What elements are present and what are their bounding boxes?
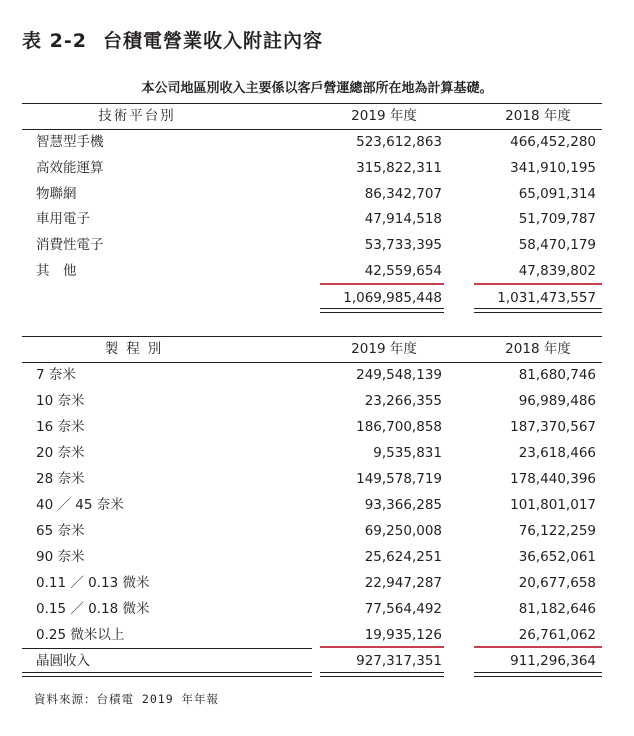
total-value-2019: 1,069,985,448: [343, 290, 442, 306]
row-value-2019: 53,733,395: [364, 237, 442, 253]
row-value-2019: 22,947,287: [364, 575, 442, 591]
table-row: [22, 414, 602, 440]
table-row: [22, 362, 602, 388]
row-value-2018: 178,440,396: [510, 471, 596, 487]
row-value-2018: 65,091,314: [518, 186, 596, 202]
total-label: 晶圓收入: [36, 653, 90, 669]
row-value-2019: 86,342,707: [364, 186, 442, 202]
page-title: [22, 26, 323, 53]
table-row: [22, 622, 602, 648]
row-value-2019: 77,564,492: [364, 601, 442, 617]
source-note: 資料來源：台積電 2019 年年報: [34, 692, 220, 706]
row-label: 高效能運算: [36, 160, 104, 176]
table-row: [22, 181, 602, 207]
table2-header-2018: 2018 年度: [505, 341, 571, 357]
table-subtitle: 本公司地區別收入主要係以客戶營運總部所在地為計算基礎。: [141, 81, 493, 96]
row-value-2018: 466,452,280: [510, 134, 596, 150]
row-value-2018: 23,618,466: [518, 445, 596, 461]
row-label: 0.11 ／ 0.13 微米: [36, 575, 150, 591]
row-label: 7 奈米: [36, 367, 76, 383]
row-label: 車用電子: [36, 211, 90, 227]
row-value-2018: 341,910,195: [510, 160, 596, 176]
row-label: 10 奈米: [36, 393, 85, 409]
table2-header-2019: 2019 年度: [351, 341, 417, 357]
table1-total-double-rule-2019: [320, 308, 444, 313]
table1-header-row: [22, 103, 602, 129]
table-title-text: 台積電營業收入附註內容: [102, 30, 323, 52]
row-value-2019: 19,935,126: [364, 627, 442, 643]
table-row: [22, 544, 602, 570]
table2-header-row: [22, 336, 602, 362]
row-value-2018: 187,370,567: [510, 419, 596, 435]
table-row: [22, 492, 602, 518]
row-value-2019: 523,612,863: [356, 134, 442, 150]
row-value-2019: 23,266,355: [364, 393, 442, 409]
table1-header-2018: 2018 年度: [505, 108, 571, 124]
row-label: 消費性電子: [36, 237, 104, 253]
row-value-2018: 101,801,017: [510, 497, 596, 513]
row-value-2018: 81,182,646: [518, 601, 596, 617]
row-value-2019: 149,578,719: [356, 471, 442, 487]
table2-header-label: 製程別: [104, 341, 170, 357]
total-value-2018: 911,296,364: [510, 653, 596, 669]
table-row: [22, 258, 602, 284]
table2-total-double-rule-2018: [474, 672, 602, 677]
row-label: 0.15 ／ 0.18 微米: [36, 601, 150, 617]
table-number: 表 2-2: [22, 30, 87, 52]
row-value-2019: 25,624,251: [364, 549, 442, 565]
row-value-2018: 58,470,179: [518, 237, 596, 253]
table-row: [22, 206, 602, 232]
row-value-2018: 26,761,062: [518, 627, 596, 643]
row-value-2018: 51,709,787: [518, 211, 596, 227]
row-label: 0.25 微米以上: [36, 627, 125, 643]
row-value-2018: 76,122,259: [518, 523, 596, 539]
table-row: [22, 129, 602, 155]
row-label: 智慧型手機: [36, 134, 104, 150]
table2-total-double-rule-label: [22, 672, 312, 677]
table1-header-label: 技術平台別: [98, 108, 176, 124]
total-value-2018: 1,031,473,557: [497, 290, 596, 306]
row-value-2018: 20,677,658: [518, 575, 596, 591]
row-value-2018: 47,839,802: [518, 263, 596, 279]
table2-total-double-rule-2019: [320, 672, 444, 677]
row-label: 20 奈米: [36, 445, 85, 461]
table-row: [22, 388, 602, 414]
row-value-2018: 96,989,486: [518, 393, 596, 409]
table-row: [22, 232, 602, 258]
table-row: [22, 518, 602, 544]
table2-total-row: [22, 648, 602, 674]
row-value-2018: 36,652,061: [518, 549, 596, 565]
row-label: 16 奈米: [36, 419, 85, 435]
table-row: [22, 440, 602, 466]
table1-header-2019: 2019 年度: [351, 108, 417, 124]
row-label: 物聯網: [36, 186, 77, 202]
row-value-2019: 9,535,831: [373, 445, 442, 461]
table-row: [22, 466, 602, 492]
row-label: 其 他: [36, 263, 77, 279]
table-row: [22, 155, 602, 181]
row-value-2019: 42,559,654: [364, 263, 442, 279]
row-value-2019: 249,548,139: [356, 367, 442, 383]
row-value-2018: 81,680,746: [518, 367, 596, 383]
row-value-2019: 93,366,285: [364, 497, 442, 513]
row-value-2019: 69,250,008: [364, 523, 442, 539]
row-label: 40 ／ 45 奈米: [36, 497, 124, 513]
total-value-2019: 927,317,351: [356, 653, 442, 669]
row-label: 65 奈米: [36, 523, 85, 539]
table-row: [22, 570, 602, 596]
row-label: 28 奈米: [36, 471, 85, 487]
row-label: 90 奈米: [36, 549, 85, 565]
row-value-2019: 47,914,518: [364, 211, 442, 227]
table1-total-double-rule-2018: [474, 308, 602, 313]
row-value-2019: 186,700,858: [356, 419, 442, 435]
table-row: [22, 596, 602, 622]
row-value-2019: 315,822,311: [356, 160, 442, 176]
